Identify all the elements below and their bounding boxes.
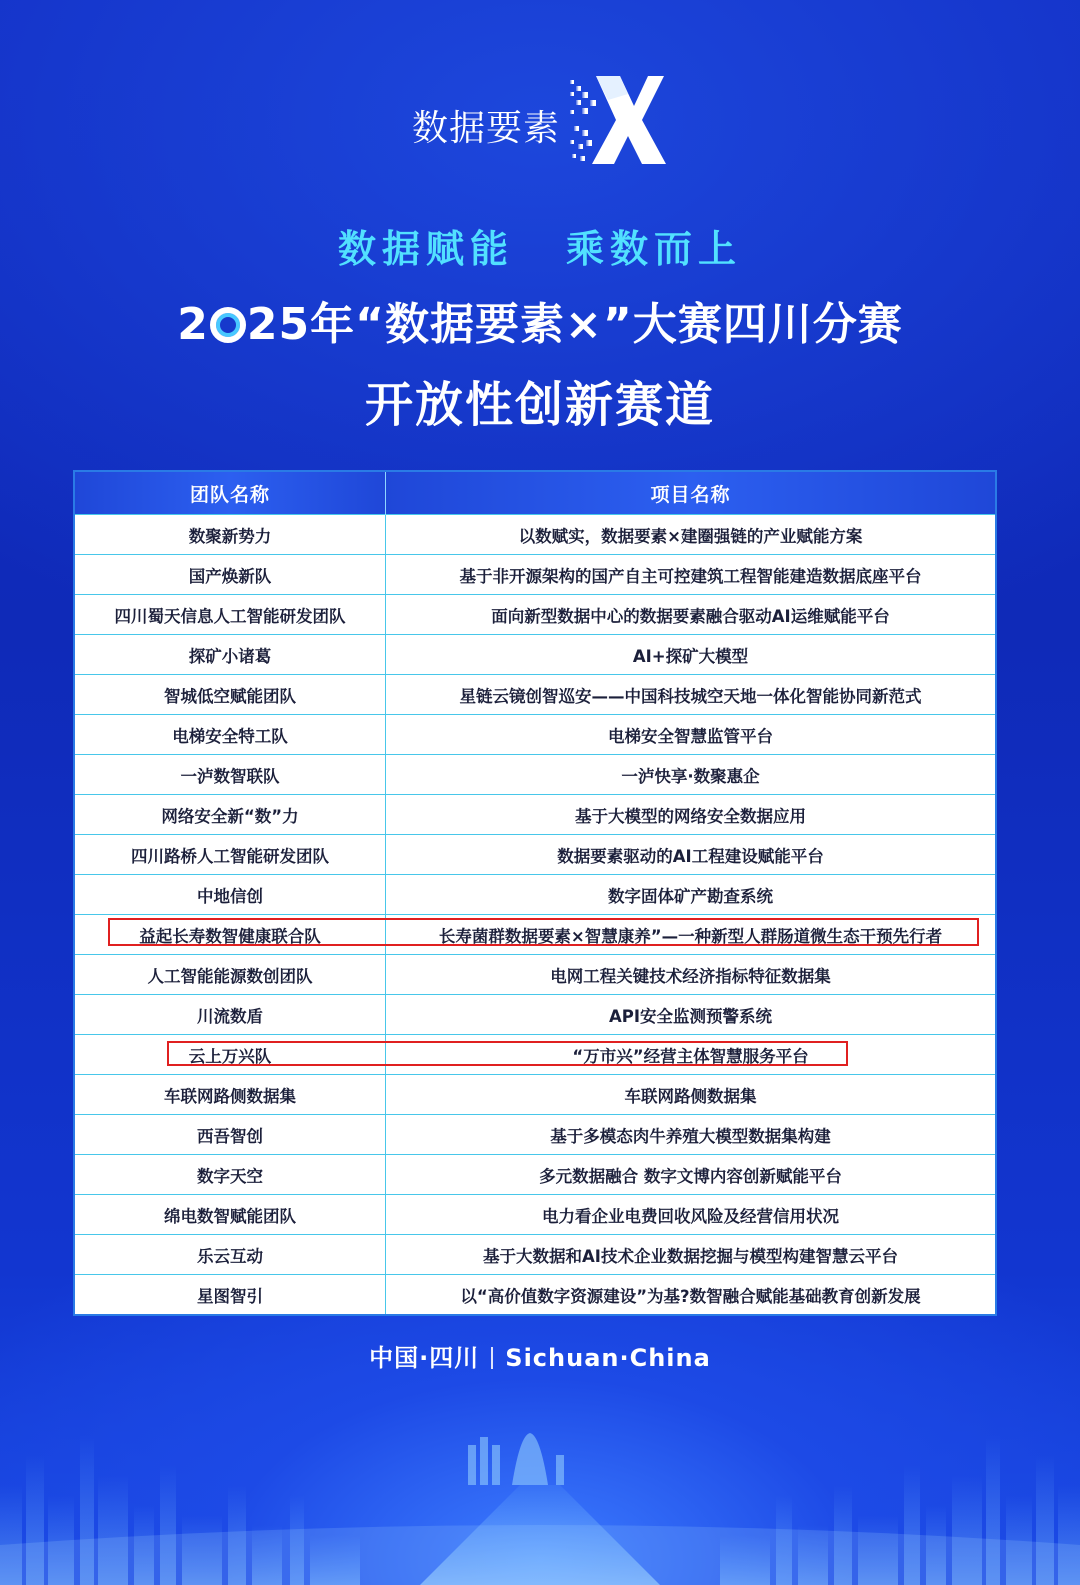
project-name-cell: 数据要素驱动的AI工程建设赋能平台 <box>386 835 996 875</box>
project-name-cell: API安全监测预警系统 <box>386 995 996 1035</box>
table-row <box>75 675 995 715</box>
footer-separator <box>491 1347 493 1369</box>
table-row <box>75 555 995 595</box>
page-title <box>0 288 1080 352</box>
zero-ring-icon <box>210 307 246 343</box>
table-row <box>75 955 995 995</box>
project-name-cell: 面向新型数据中心的数据要素融合驱动AI运维赋能平台 <box>386 595 996 635</box>
team-name-cell: 车联网路侧数据集 <box>75 1075 386 1115</box>
team-name-cell: 四川蜀天信息人工智能研发团队 <box>75 595 386 635</box>
table-row <box>75 875 995 915</box>
team-name-cell: 云上万兴队 <box>75 1035 386 1075</box>
table-row <box>75 635 995 675</box>
header-project-name: 项目名称 <box>386 472 996 515</box>
entries-table <box>75 472 995 1314</box>
table-header-row <box>75 472 995 515</box>
team-name-cell: 绵电数智赋能团队 <box>75 1195 386 1235</box>
table-row <box>75 715 995 755</box>
table-row <box>75 915 995 955</box>
team-name-cell: 人工智能能源数创团队 <box>75 955 386 995</box>
team-name-cell: 电梯安全特工队 <box>75 715 386 755</box>
project-name-cell: 电梯安全智慧监管平台 <box>386 715 996 755</box>
project-name-cell: 以“高价值数字资源建设”为基?数智融合赋能基础教育创新发展 <box>386 1275 996 1315</box>
title-prefix: 2 <box>177 299 209 350</box>
project-name-cell: 基于多模态肉牛养殖大模型数据集构建 <box>386 1115 996 1155</box>
table-row <box>75 1195 995 1235</box>
city-skyline-decoration <box>0 1375 1080 1585</box>
table-row <box>75 795 995 835</box>
team-name-cell: 国产焕新队 <box>75 555 386 595</box>
table-row <box>75 835 995 875</box>
table-row <box>75 1035 995 1075</box>
slogan-part-2: 乘数而上 <box>566 227 743 271</box>
team-name-cell: 数聚新势力 <box>75 515 386 555</box>
table-row <box>75 595 995 635</box>
footer-location-cn: 中国·四川 <box>369 1344 480 1372</box>
project-name-cell: 多元数据融合 数字文博内容创新赋能平台 <box>386 1155 996 1195</box>
table-row <box>75 1115 995 1155</box>
project-name-cell: AI+探矿大模型 <box>386 635 996 675</box>
team-name-cell: 网络安全新“数”力 <box>75 795 386 835</box>
footer-location <box>0 1338 1080 1373</box>
team-name-cell: 乐云互动 <box>75 1235 386 1275</box>
footer-location-en: Sichuan·China <box>505 1344 711 1372</box>
team-name-cell: 四川路桥人工智能研发团队 <box>75 835 386 875</box>
team-name-cell: 中地信创 <box>75 875 386 915</box>
project-name-cell: 基于大数据和AI技术企业数据挖掘与模型构建智慧云平台 <box>386 1235 996 1275</box>
table-row <box>75 1235 995 1275</box>
project-name-cell: 以数赋实，数据要素×建圈强链的产业赋能方案 <box>386 515 996 555</box>
project-name-cell: 电力看企业电费回收风险及经营信用状况 <box>386 1195 996 1235</box>
team-name-cell: 数字天空 <box>75 1155 386 1195</box>
team-name-cell: 智城低空赋能团队 <box>75 675 386 715</box>
logo-text: 数据要素 <box>412 108 561 149</box>
table-body <box>75 515 995 1315</box>
slogan <box>0 218 1080 273</box>
title-suffix: 25年“数据要素×”大赛四川分赛 <box>246 299 903 350</box>
team-name-cell: 川流数盾 <box>75 995 386 1035</box>
project-name-cell: 星链云镜创智巡安——中国科技城空天地一体化智能协同新范式 <box>386 675 996 715</box>
table-row <box>75 1075 995 1115</box>
project-name-cell: 电网工程关键技术经济指标特征数据集 <box>386 955 996 995</box>
project-name-cell: 基于大模型的网络安全数据应用 <box>386 795 996 835</box>
team-name-cell: 益起长寿数智健康联合队 <box>75 915 386 955</box>
page-subtitle: 开放性创新赛道 <box>364 377 715 433</box>
project-name-cell: 长寿菌群数据要素×智慧康养”—一种新型人群肠道微生态干预先行者 <box>386 915 996 955</box>
table-row <box>75 515 995 555</box>
slogan-part-1: 数据赋能 <box>337 227 514 271</box>
table-row <box>75 755 995 795</box>
project-name-cell: 基于非开源架构的国产自主可控建筑工程智能建造数据底座平台 <box>386 555 996 595</box>
logo-x-icon <box>568 70 668 170</box>
entries-table-wrapper <box>73 470 997 1316</box>
team-name-cell: 探矿小诸葛 <box>75 635 386 675</box>
team-name-cell: 星图智引 <box>75 1275 386 1315</box>
team-name-cell: 一泸数智联队 <box>75 755 386 795</box>
team-name-cell: 西吾智创 <box>75 1115 386 1155</box>
project-name-cell: 数字固体矿产勘查系统 <box>386 875 996 915</box>
project-name-cell: 一泸快享·数聚惠企 <box>386 755 996 795</box>
project-name-cell: 车联网路侧数据集 <box>386 1075 996 1115</box>
table-row <box>75 1155 995 1195</box>
project-name-cell: “万市兴”经营主体智慧服务平台 <box>386 1035 996 1075</box>
table-row <box>75 1275 995 1315</box>
table-row <box>75 995 995 1035</box>
header-team-name: 团队名称 <box>75 472 386 515</box>
logo <box>0 70 1080 170</box>
